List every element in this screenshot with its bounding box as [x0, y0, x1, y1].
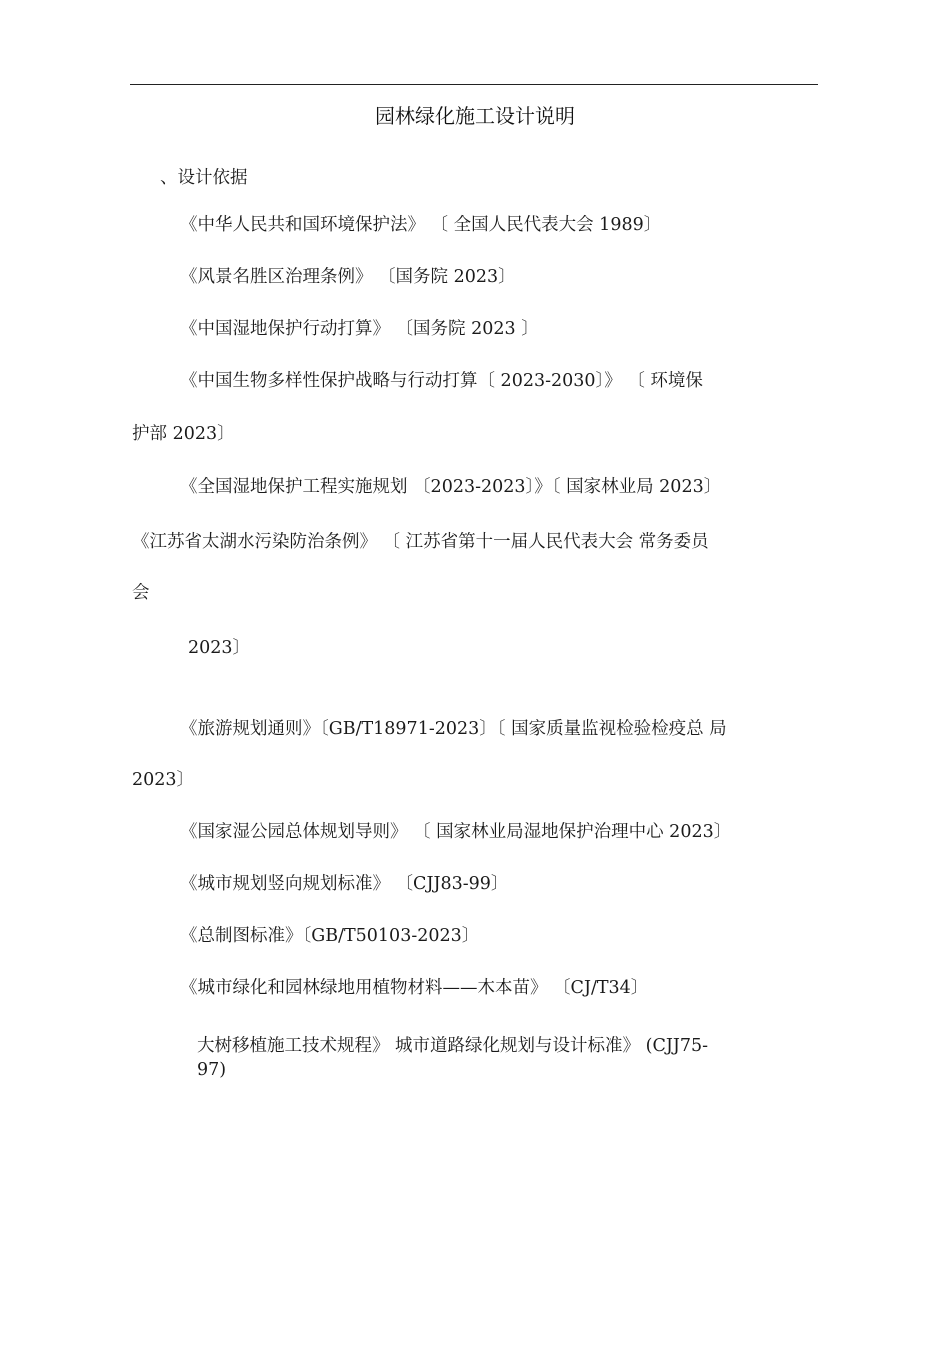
reference-line: 《旅游规划通则》〔GB/T18971-2023〕〔 国家质量监视检验检疫总 局 — [180, 719, 727, 739]
reference-line: 97) — [197, 1060, 227, 1080]
section-heading: 、设计依据 — [160, 168, 248, 188]
reference-line: 《风景名胜区治理条例》 〔国务院 2023〕 — [180, 267, 516, 287]
reference-line: 《中华人民共和国环境保护法》 〔 全国人民代表大会 1989〕 — [180, 215, 662, 235]
reference-line: 《中国生物多样性保护战略与行动打算〔 2023-2030〕》 〔 环境保 — [180, 371, 703, 391]
reference-line: 《国家湿公园总体规划导则》 〔 国家林业局湿地保护治理中心 2023〕 — [180, 822, 732, 842]
reference-line: 2023〕 — [188, 638, 251, 658]
header-rule — [130, 84, 818, 85]
reference-line: 会 — [132, 583, 150, 603]
reference-line: 《总制图标准》〔GB/T50103-2023〕 — [180, 926, 480, 946]
document-title: 园林绿化施工设计说明 — [375, 104, 575, 128]
reference-line: 大树移植施工技术规程》 城市道路绿化规划与设计标准》 (CJJ75- — [197, 1036, 709, 1056]
reference-line: 护部 2023〕 — [132, 424, 235, 444]
reference-line: 《城市规划竖向规划标准》 〔CJJ83-99〕 — [180, 874, 509, 894]
reference-line: 《全国湿地保护工程实施规划 〔2023-2023〕》〔 国家林业局 2023〕 — [180, 477, 722, 497]
reference-line: 2023〕 — [132, 770, 195, 790]
reference-line: 《江苏省太湖水污染防治条例》 〔 江苏省第十一届人民代表大会 常务委员 — [132, 532, 709, 552]
reference-line: 《中国湿地保护行动打算》 〔国务院 2023 〕 — [180, 319, 539, 339]
reference-line: 《城市绿化和园林绿地用植物材料——木本苗》 〔CJ/T34〕 — [180, 978, 649, 998]
